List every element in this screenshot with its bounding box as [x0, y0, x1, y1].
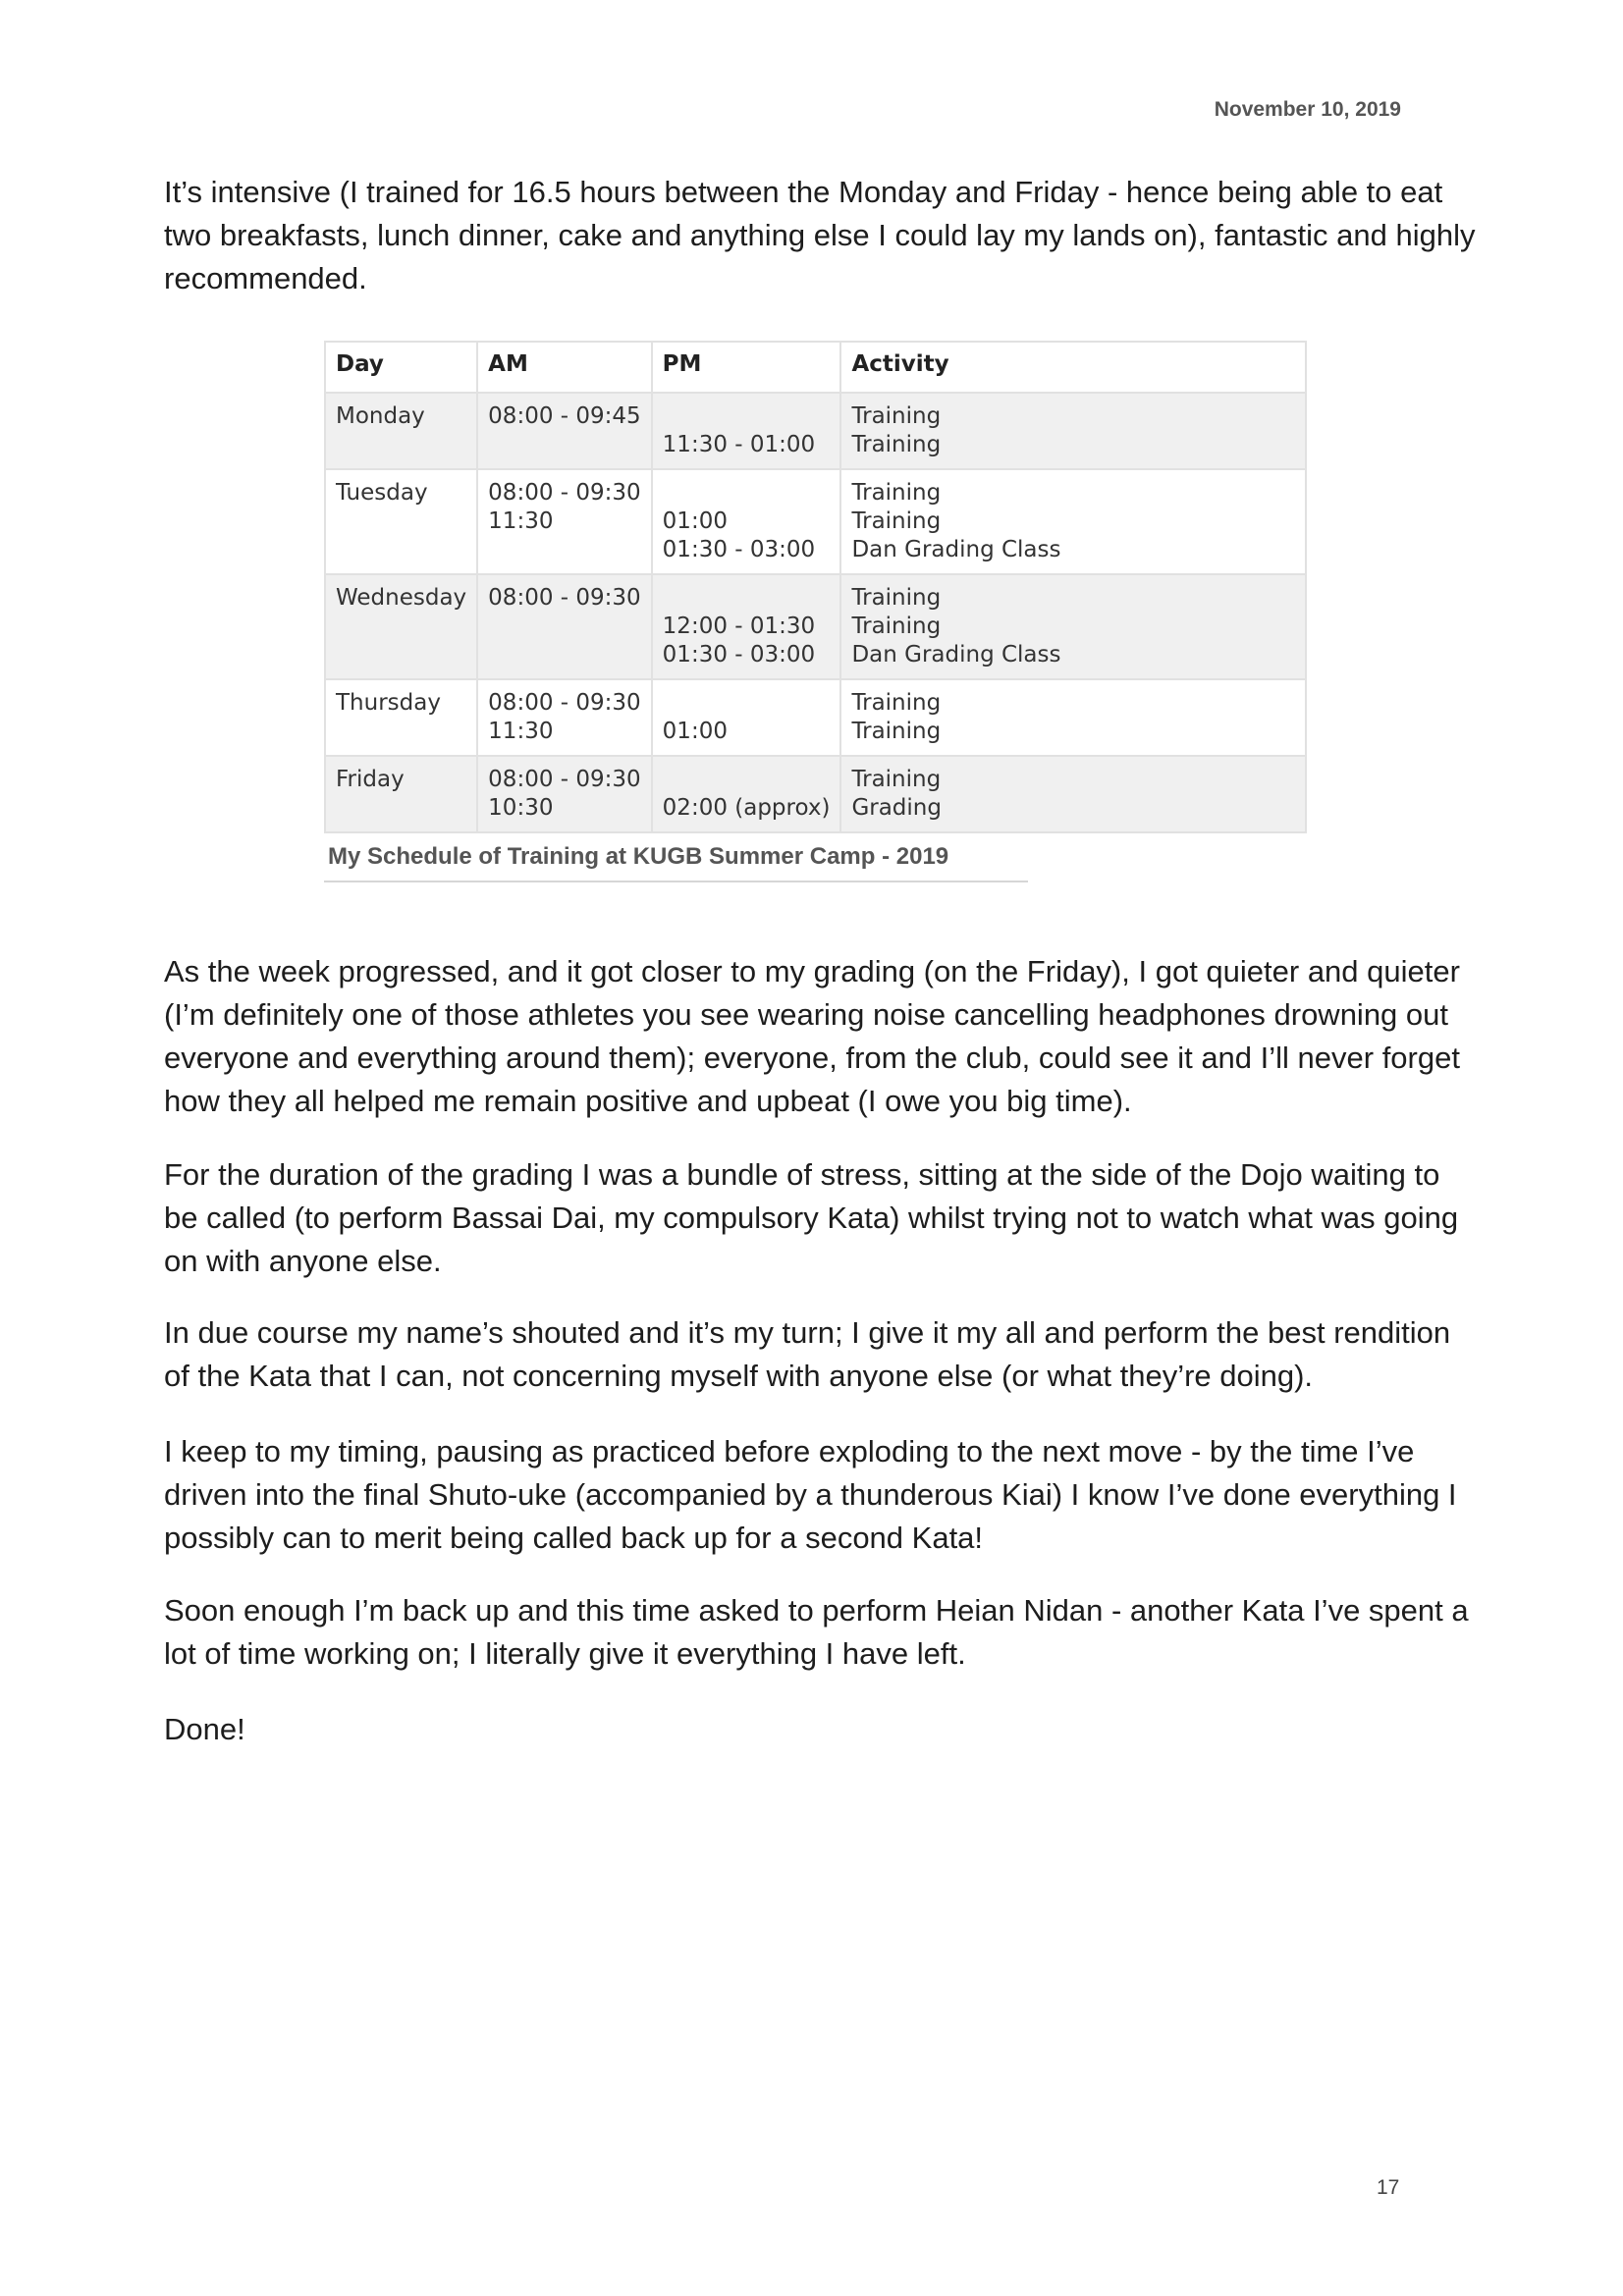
cell-am: [477, 679, 652, 756]
cell-day: Monday: [325, 393, 477, 469]
cell-line: [663, 402, 831, 431]
cell-pm: [652, 469, 841, 574]
document-date: November 10, 2019: [1214, 98, 1401, 121]
header-activity: Activity: [840, 342, 1306, 393]
table-row-tuesday: [325, 469, 1306, 574]
table-row-wednesday: [325, 574, 1306, 679]
cell-line: 08:00 - 09:30: [488, 480, 641, 506]
header-am: AM: [477, 342, 652, 393]
cell-line: Training: [851, 508, 942, 534]
cell-line: [663, 766, 831, 794]
paragraph-my-turn: In due course my name’s shouted and it’s my turn; I give it my all and perform the best rendition of the Kata that I can, not concerning myself with anyone else (or what they’re doing).: [164, 1315, 1451, 1393]
cell-day: Wednesday: [325, 574, 477, 679]
cell-line: 01:00: [662, 508, 728, 534]
cell-line: Training: [851, 403, 942, 429]
cell-line: [488, 641, 641, 669]
cell-line: 08:00 - 09:30: [488, 585, 641, 611]
cell-line: [488, 536, 641, 564]
cell-line: 11:30: [488, 508, 554, 534]
cell-line: Training: [851, 432, 942, 457]
cell-day: Friday: [325, 756, 477, 832]
table-row-thursday: [325, 679, 1306, 756]
header-day: Day: [325, 342, 477, 393]
cell-line: 08:00 - 09:45: [488, 403, 641, 429]
cell-line: Training: [851, 585, 942, 611]
cell-line: Training: [851, 690, 942, 716]
cell-line: Dan Grading Class: [851, 642, 1061, 667]
paragraph-done: Done!: [164, 1712, 245, 1746]
cell-line: 11:30: [488, 719, 554, 744]
cell-am: [477, 469, 652, 574]
table-header-row: [325, 342, 1306, 393]
cell-line: [488, 431, 641, 459]
cell-line: [663, 689, 831, 718]
cell-line: 01:30 - 03:00: [662, 642, 816, 667]
cell-line: 02:00 (approx): [662, 795, 831, 821]
paragraph-second-kata: Soon enough I’m back up and this time asked to perform Heian Nidan - another Kata I’ve spent a lot of time working on; I literally give it everything I have left.: [164, 1593, 1469, 1671]
cell-line: Grading: [851, 795, 942, 821]
cell-am: [477, 574, 652, 679]
table-row-friday: [325, 756, 1306, 832]
cell-line: 11:30 - 01:00: [662, 432, 816, 457]
cell-line: [663, 479, 831, 507]
cell-activity: [840, 393, 1306, 469]
cell-line: Training: [851, 614, 942, 639]
cell-day: Tuesday: [325, 469, 477, 574]
cell-line: Training: [851, 480, 942, 506]
cell-pm: [652, 574, 841, 679]
cell-day: Thursday: [325, 679, 477, 756]
header-pm: PM: [652, 342, 841, 393]
cell-line: 08:00 - 09:30: [488, 767, 641, 792]
schedule-table: [324, 341, 1307, 833]
paragraph-week-progressed: As the week progressed, and it got closer to my grading (on the Friday), I got quieter and quieter (I’m definitely one of those athletes you see wearing noise cancelling headphones drowning out everyone and everything around them); everyone, from the club, could see it and I’ll never forget how they all helped me remain positive and upbeat (I owe you big time).: [164, 954, 1460, 1118]
paragraph-grading-stress: For the duration of the grading I was a bundle of stress, sitting at the side of the Dojo waiting to be called (to perform Bassai Dai, my compulsory Kata) whilst trying not to watch what was going on with anyone else.: [164, 1157, 1459, 1278]
paragraph-timing: I keep to my timing, pausing as practiced before exploding to the next move - by the time I’ve driven into the final Shuto-uke (accompanied by a thunderous Kiai) I know I’ve done everything I possibly can to merit being called back up for a second Kata!: [164, 1434, 1457, 1555]
intro-paragraph: It’s intensive (I trained for 16.5 hours between the Monday and Friday - hence being able to eat two breakfasts, lunch dinner, cake and anything else I could lay my lands on), fantastic and highly recommended.: [164, 175, 1476, 295]
cell-line: [663, 584, 831, 613]
cell-line: 01:30 - 03:00: [662, 537, 816, 562]
cell-line: Training: [851, 767, 942, 792]
cell-am: [477, 756, 652, 832]
cell-line: Dan Grading Class: [851, 537, 1061, 562]
cell-line: [488, 613, 641, 641]
cell-activity: [840, 469, 1306, 574]
cell-pm: [652, 393, 841, 469]
cell-line: 12:00 - 01:30: [662, 614, 816, 639]
cell-activity: [840, 574, 1306, 679]
cell-activity: [840, 756, 1306, 832]
table-caption: My Schedule of Training at KUGB Summer Camp - 2019: [324, 843, 1028, 882]
schedule-figure: [324, 341, 1307, 882]
cell-line: 01:00: [662, 719, 728, 744]
cell-line: Training: [851, 719, 942, 744]
cell-pm: [652, 756, 841, 832]
cell-pm: [652, 679, 841, 756]
cell-line: 08:00 - 09:30: [488, 690, 641, 716]
table-row-monday: [325, 393, 1306, 469]
cell-am: [477, 393, 652, 469]
cell-activity: [840, 679, 1306, 756]
cell-line: 10:30: [488, 795, 554, 821]
page-number: 17: [1377, 2176, 1400, 2199]
